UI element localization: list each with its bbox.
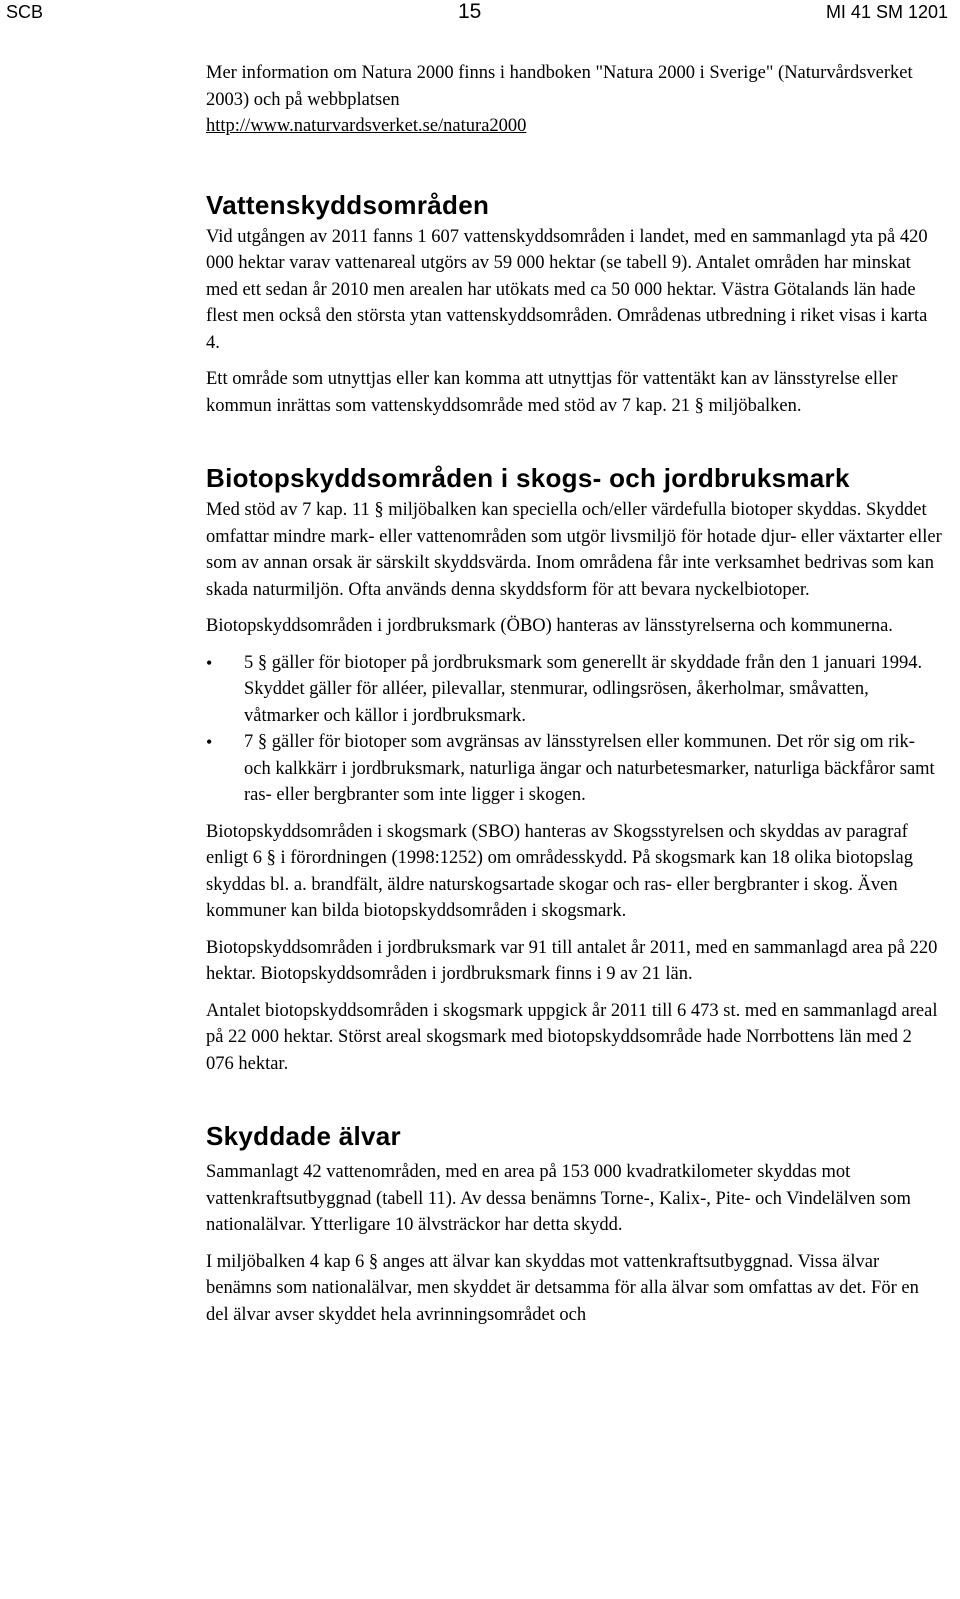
header-org: SCB: [6, 2, 44, 22]
page-header: [0, 0, 960, 26]
header-publication-id: MI 41 SM 1201: [825, 2, 948, 22]
intro-text: Mer information om Natura 2000 finns i handboken "Natura 2000 i Sverige" (Naturvårdsverket 2003) och på webbplatsen: [206, 63, 913, 110]
document-body: [206, 60, 942, 1338]
bio-paragraph-2: Biotopskyddsområden i jordbruksmark (ÖBO) hanteras av länsstyrelserna och kommunerna.: [206, 616, 893, 636]
intro-paragraph: [206, 60, 942, 140]
bullet-text: 5 § gäller för biotoper på jordbruksmark som generellt är skyddade från den 1 januari 1994. Skyddet gäller för alléer, pilevallar, stenmurar, odlingsrösen, åkerholmar, småvatten, våtmarker och källor i jordbruksmark.: [244, 652, 923, 726]
page-number: 15: [458, 0, 482, 23]
heading-skyddade-alvar: Skyddade älvar: [206, 1121, 401, 1151]
bio-paragraph-4: Biotopskyddsområden i jordbruksmark var 91 till antalet år 2011, med en sammanlagd area på 220 hektar. Biotopskyddsområden i jordbruksmark finns i 9 av 21 län.: [206, 937, 938, 984]
bullet-icon: •: [206, 732, 213, 752]
bio-paragraph-5: Antalet biotopskyddsområden i skogsmark uppgick år 2011 till 6 473 st. med en sammanlagd areal på 22 000 hektar. Störst areal skogsmark med biotopskyddsområde hade Norrbottens län med 2 076 hektar.: [206, 1000, 938, 1074]
list-item: [206, 729, 942, 809]
bio-paragraph-1: Med stöd av 7 kap. 11 § miljöbalken kan speciella och/eller värdefulla biotoper skyddas. Skyddet omfattar mindre mark- eller vattenområden som utgör livsmiljö för hotade djur- eller växtarter eller som av annan orsak är särskilt skyddsvärda. Inom områdena får inte verksamhet bedrivas som kan skada naturmiljön. Ofta används denna skyddsform för att bevara nyckelbiotoper.: [206, 500, 942, 600]
alv-paragraph-1: Sammanlagt 42 vattenområden, med en area på 153 000 kvadratkilometer skyddas mot vattenkraftsutbyggnad (tabell 11). Av dessa benämns Torne-, Kalix-, Pite- och Vindelälven som nationalälvar. Ytterligare 10 älvsträckor har detta skydd.: [206, 1162, 911, 1235]
heading-biotopskyddsomraden: Biotopskyddsområden i skogs- och jordbruksmark: [206, 463, 850, 493]
bullet-icon: •: [206, 652, 213, 673]
bio-bullet-list: [206, 650, 942, 809]
vatten-paragraph-1: Vid utgången av 2011 fanns 1 607 vattenskyddsområden i landet, med en sammanlagd yta på 420 000 hektar varav vattenareal utgörs av 59 000 hektar (se tabell 9). Antalet områden har minskat med ett sedan år 2010 men arealen har utökats med ca 50 000 hektar. Västra Götalands län hade flest men också den största ytan vattenskyddsområden. Områdenas utbredning i riket visas i karta 4.: [206, 226, 928, 353]
list-item: [206, 650, 942, 730]
heading-vattenskyddsomraden: Vattenskyddsområden: [206, 189, 490, 220]
bio-paragraph-3: Biotopskyddsområden i skogsmark (SBO) hanteras av Skogsstyrelsen och skyddas av paragraf enligt 6 § i förordningen (1998:1252) om områdesskydd. På skogsmark kan 18 olika biotopslag skyddas bl. a. brandfält, äldre naturskogsartade skogar och ras- eller bergbranter i skog. Även kommuner kan bilda biotopskyddsområden i skogsmark.: [206, 821, 914, 921]
vatten-paragraph-2: Ett område som utnyttjas eller kan komma att utnyttjas för vattentäkt kan av länsstyrelse eller kommun inrättas som vattenskyddsområde med stöd av 7 kap. 21 § miljöbalken.: [206, 369, 898, 416]
bullet-text: 7 § gäller för biotoper som avgränsas av länsstyrelsen eller kommunen. Det rör sig om rik- och kalkkärr i jordbruksmark, naturliga ängar och naturbetesmarker, naturliga bäckfåror samt ras- eller bergbranter som inte ligger i skogen.: [244, 732, 935, 805]
natura2000-link[interactable]: http://www.naturvardsverket.se/natura2000: [206, 116, 527, 136]
alv-paragraph-2: I miljöbalken 4 kap 6 § anges att älvar kan skyddas mot vattenkraftsutbyggnad. Vissa älvar benämns som nationalälvar, men skyddet är detsamma för alla älvar som omfattas av det. För en del älvar avser skyddet hela avrinningsområdet och: [206, 1251, 919, 1325]
